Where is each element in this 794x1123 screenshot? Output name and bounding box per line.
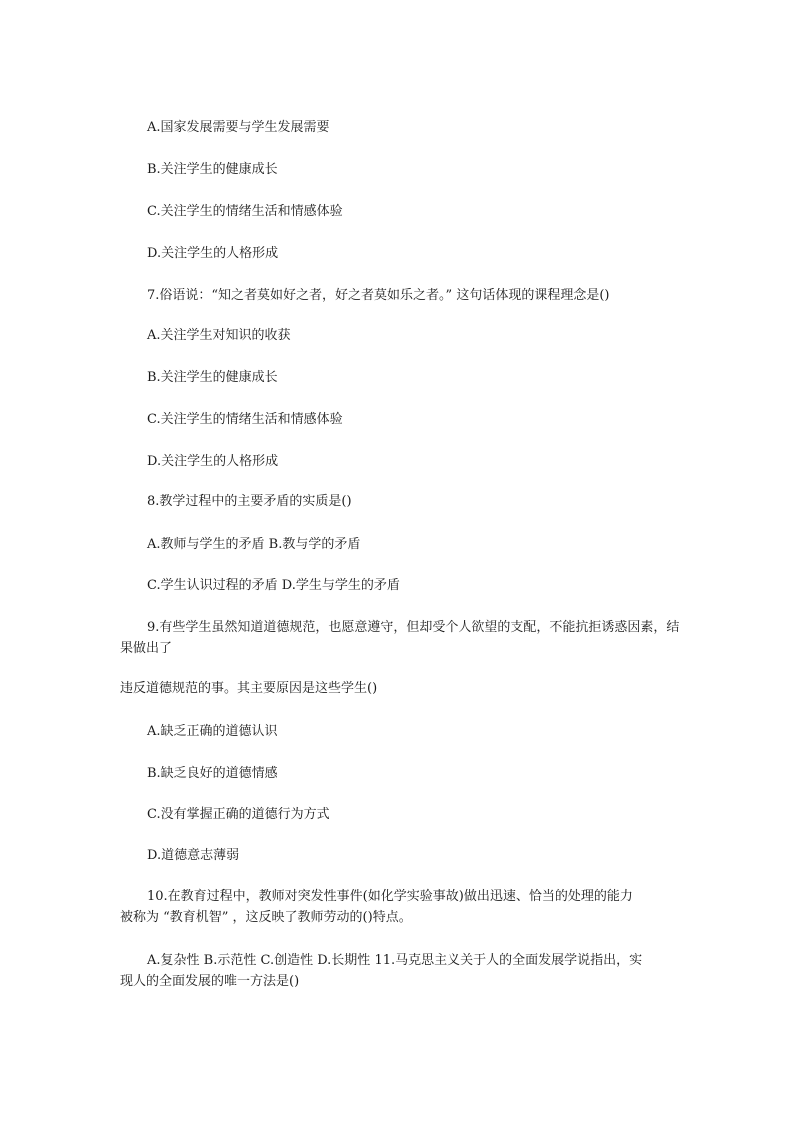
option-b-q6: B.关注学生的健康成长 xyxy=(147,162,278,177)
option-d-q6: D.关注学生的人格形成 xyxy=(147,246,279,261)
option-c-q7: C.关注学生的情绪生活和情感体验 xyxy=(147,412,343,427)
option-a-q7: A.关注学生对知识的收获 xyxy=(147,328,291,343)
option-d-q9: D.道德意志薄弱 xyxy=(147,848,240,863)
option-b-q9: B.缺乏良好的道德情感 xyxy=(147,766,278,781)
question-11-line2: 现人的全面发展的唯一方法是() xyxy=(120,974,300,989)
question-7: 7.俗语说：“知之者莫如好之者，好之者莫如乐之者。” 这句话体现的课程理念是() xyxy=(147,288,610,303)
option-a-q9: A.缺乏正确的道德认识 xyxy=(147,724,278,739)
options-ab-q8: A.教师与学生的矛盾 B.教与学的矛盾 xyxy=(147,537,361,552)
options-q10-question-11-line1: A.复杂性 B.示范性 C.创造性 D.长期性 11.马克思主义关于人的全面发展学说指出，实 xyxy=(147,953,643,968)
option-c-q6: C.关注学生的情绪生活和情感体验 xyxy=(147,204,343,219)
option-a-q6: A.国家发展需要与学生发展需要 xyxy=(147,120,330,135)
question-9-line2: 果做出了 xyxy=(120,641,173,656)
options-cd-q8: C.学生认识过程的矛盾 D.学生与学生的矛盾 xyxy=(147,578,400,593)
question-10-line2: 被称为 “教育机智” ，这反映了教师劳动的()特点。 xyxy=(120,910,412,925)
question-9-line3: 违反道德规范的事。其主要原因是这些学生() xyxy=(120,681,378,696)
option-d-q7: D.关注学生的人格形成 xyxy=(147,454,279,469)
question-9-line1: 9.有些学生虽然知道道德规范，也愿意遵守，但却受个人欲望的支配，不能抗拒诱惑因素，结 xyxy=(147,620,680,635)
question-8: 8.教学过程中的主要矛盾的实质是() xyxy=(147,494,352,509)
option-c-q9: C.没有掌握正确的道德行为方式 xyxy=(147,807,330,822)
question-10-line1: 10.在教育过程中，教师对突发性事件(如化学实验事故)做出迅速、恰当的处理的能力 xyxy=(147,889,633,904)
option-b-q7: B.关注学生的健康成长 xyxy=(147,370,278,385)
